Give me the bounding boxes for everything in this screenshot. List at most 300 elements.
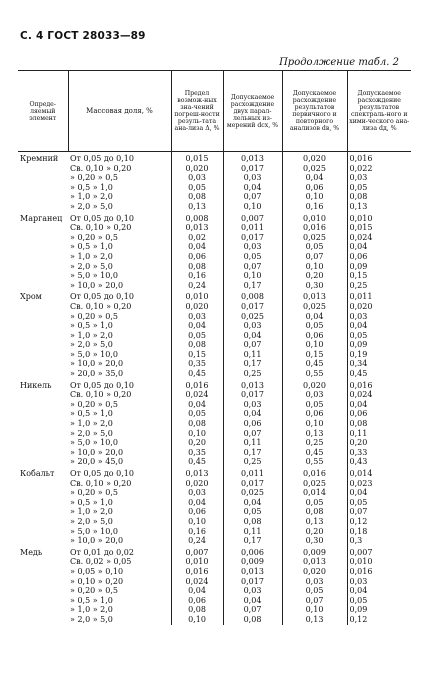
mass-fraction-cell: » 5,0 » 10,0 [70, 271, 118, 281]
table-row [18, 557, 411, 567]
repeat-discrepancy-cell: 0,04 [282, 173, 347, 183]
table-row [18, 429, 411, 439]
repeat-discrepancy-cell: 0,20 [282, 527, 347, 537]
table-row [18, 536, 411, 546]
element-empty-cell [18, 321, 68, 331]
parallel-discrepancy-cell: 0,017 [223, 164, 282, 174]
mass-fraction-cell: » 1,0 » 2,0 [70, 419, 113, 429]
repeat-discrepancy-cell: 0,08 [282, 507, 347, 517]
error-limit-cell: 0,04 [171, 321, 223, 331]
spectral-discrepancy-cell: 0,09 [347, 605, 411, 615]
repeat-discrepancy-cell: 0,13 [282, 429, 347, 439]
error-limit-cell: 0,007 [171, 546, 223, 558]
parallel-discrepancy-cell: 0,07 [223, 340, 282, 350]
spectral-discrepancy-cell: 0,07 [347, 507, 411, 517]
error-limit-cell: 0,010 [171, 557, 223, 567]
repeat-discrepancy-cell: 0,06 [282, 183, 347, 193]
element-empty-cell [18, 527, 68, 537]
spectral-discrepancy-cell: 0,04 [347, 400, 411, 410]
repeat-discrepancy-cell: 0,010 [282, 212, 347, 224]
parallel-discrepancy-cell: 0,017 [223, 479, 282, 489]
element-empty-cell [18, 438, 68, 448]
table-row [18, 350, 411, 360]
repeat-discrepancy-cell: 0,014 [282, 488, 347, 498]
repeat-discrepancy-cell: 0,020 [282, 152, 347, 164]
repeat-discrepancy-cell: 0,07 [282, 252, 347, 262]
parallel-discrepancy-cell: 0,10 [223, 271, 282, 281]
mass-fraction-cell: » 0,10 » 0,20 [70, 576, 124, 586]
table-row [18, 192, 411, 202]
table-row [18, 212, 411, 224]
repeat-discrepancy-cell: 0,10 [282, 262, 347, 272]
table-row [18, 312, 411, 322]
repeat-discrepancy-cell: 0,07 [282, 596, 347, 606]
tolerance-table [18, 70, 411, 625]
element-empty-cell [18, 183, 68, 193]
mass-fraction-cell: От 0,01 до 0,02 [70, 547, 134, 557]
table-row [18, 467, 411, 479]
error-limit-cell: 0,013 [171, 223, 223, 233]
element-empty-cell [18, 271, 68, 281]
parallel-discrepancy-cell: 0,17 [223, 281, 282, 291]
element-empty-cell [18, 350, 68, 360]
element-empty-cell [18, 567, 68, 577]
table-row [18, 242, 411, 252]
error-limit-cell: 0,016 [171, 567, 223, 577]
table-header-row [18, 71, 411, 152]
element-empty-cell [18, 517, 68, 527]
repeat-discrepancy-cell: 0,45 [282, 448, 347, 458]
table-row [18, 262, 411, 272]
mass-fraction-cell: » 1,0 » 2,0 [70, 330, 113, 340]
mass-fraction-cell: » 0,20 » 0,5 [70, 399, 118, 409]
parallel-discrepancy-cell: 0,009 [223, 557, 282, 567]
mass-fraction-cell: Св. 0,02 » 0,05 [70, 557, 132, 567]
element-empty-cell [18, 577, 68, 587]
spectral-discrepancy-cell: 0,33 [347, 448, 411, 458]
table-row [18, 281, 411, 291]
error-limit-cell: 0,45 [171, 457, 223, 467]
element-empty-cell [18, 586, 68, 596]
parallel-discrepancy-cell: 0,03 [223, 400, 282, 410]
repeat-discrepancy-cell: 0,025 [282, 233, 347, 243]
error-limit-cell: 0,008 [171, 212, 223, 224]
table-row [18, 577, 411, 587]
table-row [18, 290, 411, 302]
column-header-spectral-chemical-discrepancy: Допускаемое расхождение результатов спектраль-ного и хими-ческого ана-лиза dд, % [347, 71, 411, 152]
error-limit-cell: 0,15 [171, 350, 223, 360]
parallel-discrepancy-cell: 0,07 [223, 192, 282, 202]
mass-fraction-cell: » 2,0 » 5,0 [70, 340, 113, 350]
table-row [18, 586, 411, 596]
spectral-discrepancy-cell: 0,024 [347, 390, 411, 400]
element-empty-cell [18, 536, 68, 546]
element-name-cell: Никель [20, 380, 52, 390]
table-row [18, 567, 411, 577]
table-row [18, 359, 411, 369]
mass-fraction-cell: Св. 0,10 » 0,20 [70, 478, 132, 488]
error-limit-cell: 0,16 [171, 527, 223, 537]
error-limit-cell: 0,02 [171, 233, 223, 243]
parallel-discrepancy-cell: 0,017 [223, 302, 282, 312]
mass-fraction-cell: » 1,0 » 2,0 [70, 251, 113, 261]
repeat-discrepancy-cell: 0,016 [282, 223, 347, 233]
repeat-discrepancy-cell: 0,20 [282, 271, 347, 281]
parallel-discrepancy-cell: 0,04 [223, 331, 282, 341]
spectral-discrepancy-cell: 0,45 [347, 369, 411, 379]
error-limit-cell: 0,020 [171, 479, 223, 489]
element-empty-cell [18, 312, 68, 322]
spectral-discrepancy-cell: 0,13 [347, 202, 411, 212]
repeat-discrepancy-cell: 0,020 [282, 567, 347, 577]
parallel-discrepancy-cell: 0,03 [223, 586, 282, 596]
table-row [18, 409, 411, 419]
parallel-discrepancy-cell: 0,07 [223, 262, 282, 272]
error-limit-cell: 0,06 [171, 596, 223, 606]
table-row [18, 369, 411, 379]
table-row [18, 152, 411, 164]
error-limit-cell: 0,10 [171, 615, 223, 625]
repeat-discrepancy-cell: 0,05 [282, 400, 347, 410]
element-empty-cell [18, 242, 68, 252]
mass-fraction-cell: » 0,5 » 1,0 [70, 242, 113, 252]
repeat-discrepancy-cell: 0,13 [282, 615, 347, 625]
mass-fraction-cell: » 0,20 » 0,5 [70, 232, 118, 242]
table-row [18, 331, 411, 341]
parallel-discrepancy-cell: 0,08 [223, 517, 282, 527]
mass-fraction-cell: От 0,05 до 0,10 [70, 154, 134, 163]
spectral-discrepancy-cell: 0,43 [347, 457, 411, 467]
element-empty-cell [18, 223, 68, 233]
spectral-discrepancy-cell: 0,05 [347, 331, 411, 341]
repeat-discrepancy-cell: 0,30 [282, 281, 347, 291]
parallel-discrepancy-cell: 0,04 [223, 596, 282, 606]
table-row [18, 507, 411, 517]
error-limit-cell: 0,024 [171, 577, 223, 587]
mass-fraction-cell: » 0,20 » 0,5 [70, 173, 118, 183]
element-empty-cell [18, 233, 68, 243]
error-limit-cell: 0,016 [171, 379, 223, 391]
table-row [18, 498, 411, 508]
spectral-discrepancy-cell: 0,022 [347, 164, 411, 174]
element-empty-cell [18, 369, 68, 379]
parallel-discrepancy-cell: 0,07 [223, 429, 282, 439]
spectral-discrepancy-cell: 0,016 [347, 379, 411, 391]
repeat-discrepancy-cell: 0,05 [282, 586, 347, 596]
table-row [18, 438, 411, 448]
element-name-cell: Хром [20, 292, 42, 302]
table-row [18, 546, 411, 558]
element-name-cell: Марганец [20, 213, 63, 223]
parallel-discrepancy-cell: 0,008 [223, 290, 282, 302]
spectral-discrepancy-cell: 0,12 [347, 615, 411, 625]
element-empty-cell [18, 202, 68, 212]
parallel-discrepancy-cell: 0,08 [223, 615, 282, 625]
table-row [18, 448, 411, 458]
element-empty-cell [18, 252, 68, 262]
table-row [18, 202, 411, 212]
spectral-discrepancy-cell: 0,024 [347, 233, 411, 243]
table-row [18, 517, 411, 527]
parallel-discrepancy-cell: 0,04 [223, 498, 282, 508]
mass-fraction-cell: От 0,05 до 0,10 [70, 380, 134, 390]
mass-fraction-cell: » 1,0 » 2,0 [70, 605, 113, 615]
element-empty-cell [18, 331, 68, 341]
element-empty-cell [18, 409, 68, 419]
spectral-discrepancy-cell: 0,25 [347, 281, 411, 291]
mass-fraction-cell: » 20,0 » 35,0 [70, 369, 124, 379]
error-limit-cell: 0,08 [171, 262, 223, 272]
parallel-discrepancy-cell: 0,03 [223, 321, 282, 331]
error-limit-cell: 0,08 [171, 605, 223, 615]
parallel-discrepancy-cell: 0,05 [223, 507, 282, 517]
spectral-discrepancy-cell: 0,08 [347, 192, 411, 202]
element-empty-cell [18, 605, 68, 615]
mass-fraction-cell: » 0,20 » 0,5 [70, 488, 118, 498]
parallel-discrepancy-cell: 0,006 [223, 546, 282, 558]
repeat-discrepancy-cell: 0,016 [282, 467, 347, 479]
error-limit-cell: 0,35 [171, 359, 223, 369]
table-row [18, 400, 411, 410]
table-row [18, 479, 411, 489]
element-empty-cell [18, 488, 68, 498]
repeat-discrepancy-cell: 0,03 [282, 577, 347, 587]
table-row [18, 605, 411, 615]
element-empty-cell [18, 302, 68, 312]
parallel-discrepancy-cell: 0,07 [223, 605, 282, 615]
column-header-element: Опреде-ляемый элемент [18, 71, 68, 152]
repeat-discrepancy-cell: 0,05 [282, 321, 347, 331]
error-limit-cell: 0,16 [171, 271, 223, 281]
column-header-repeat-discrepancy: Допускаемое расхождение результатов первичного и повторного анализов dв, % [282, 71, 347, 152]
table-row [18, 233, 411, 243]
page-header: С. 4 ГОСТ 28033—89 [20, 30, 146, 42]
error-limit-cell: 0,24 [171, 281, 223, 291]
mass-fraction-cell: » 0,5 » 1,0 [70, 182, 113, 192]
parallel-discrepancy-cell: 0,011 [223, 223, 282, 233]
column-header-error-limit: Предел возмож-ных зна-чений погреш-ности резуль-тата ана-лиза Δ, % [171, 71, 223, 152]
repeat-discrepancy-cell: 0,10 [282, 340, 347, 350]
mass-fraction-cell: » 2,0 » 5,0 [70, 614, 113, 624]
element-empty-cell [18, 390, 68, 400]
repeat-discrepancy-cell: 0,05 [282, 498, 347, 508]
mass-fraction-cell: » 10,0 » 20,0 [70, 280, 124, 290]
mass-fraction-cell: » 1,0 » 2,0 [70, 507, 113, 517]
element-name-cell: Кремний [20, 154, 59, 163]
mass-fraction-cell: » 2,0 » 5,0 [70, 516, 113, 526]
table-row [18, 340, 411, 350]
error-limit-cell: 0,08 [171, 340, 223, 350]
parallel-discrepancy-cell: 0,03 [223, 242, 282, 252]
repeat-discrepancy-cell: 0,55 [282, 457, 347, 467]
parallel-discrepancy-cell: 0,17 [223, 359, 282, 369]
error-limit-cell: 0,04 [171, 498, 223, 508]
repeat-discrepancy-cell: 0,03 [282, 390, 347, 400]
parallel-discrepancy-cell: 0,007 [223, 212, 282, 224]
element-empty-cell [18, 479, 68, 489]
repeat-discrepancy-cell: 0,06 [282, 331, 347, 341]
error-limit-cell: 0,03 [171, 488, 223, 498]
spectral-discrepancy-cell: 0,05 [347, 498, 411, 508]
element-empty-cell [18, 419, 68, 429]
element-empty-cell [18, 498, 68, 508]
error-limit-cell: 0,06 [171, 252, 223, 262]
repeat-discrepancy-cell: 0,04 [282, 312, 347, 322]
element-empty-cell [18, 448, 68, 458]
repeat-discrepancy-cell: 0,45 [282, 359, 347, 369]
spectral-discrepancy-cell: 0,06 [347, 252, 411, 262]
mass-fraction-cell: От 0,05 до 0,10 [70, 213, 134, 223]
table-row [18, 419, 411, 429]
table-row [18, 596, 411, 606]
mass-fraction-cell: » 0,5 » 1,0 [70, 409, 113, 419]
spectral-discrepancy-cell: 0,011 [347, 290, 411, 302]
repeat-discrepancy-cell: 0,13 [282, 517, 347, 527]
spectral-discrepancy-cell: 0,19 [347, 350, 411, 360]
parallel-discrepancy-cell: 0,05 [223, 252, 282, 262]
element-empty-cell [18, 359, 68, 369]
error-limit-cell: 0,015 [171, 152, 223, 164]
table-row [18, 321, 411, 331]
repeat-discrepancy-cell: 0,16 [282, 202, 347, 212]
mass-fraction-cell: Св. 0,10 » 0,20 [70, 223, 132, 233]
parallel-discrepancy-cell: 0,25 [223, 457, 282, 467]
error-limit-cell: 0,05 [171, 183, 223, 193]
repeat-discrepancy-cell: 0,009 [282, 546, 347, 558]
error-limit-cell: 0,10 [171, 429, 223, 439]
spectral-discrepancy-cell: 0,15 [347, 271, 411, 281]
spectral-discrepancy-cell: 0,03 [347, 577, 411, 587]
error-limit-cell: 0,020 [171, 302, 223, 312]
table-body [18, 152, 411, 625]
spectral-discrepancy-cell: 0,014 [347, 467, 411, 479]
mass-fraction-cell: » 0,20 » 0,5 [70, 311, 118, 321]
spectral-discrepancy-cell: 0,12 [347, 517, 411, 527]
spectral-discrepancy-cell: 0,023 [347, 479, 411, 489]
mass-fraction-cell: » 0,05 » 0,10 [70, 566, 124, 576]
parallel-discrepancy-cell: 0,11 [223, 350, 282, 360]
parallel-discrepancy-cell: 0,03 [223, 173, 282, 183]
error-limit-cell: 0,05 [171, 409, 223, 419]
spectral-discrepancy-cell: 0,015 [347, 223, 411, 233]
element-empty-cell [18, 281, 68, 291]
repeat-discrepancy-cell: 0,025 [282, 302, 347, 312]
mass-fraction-cell: » 10,0 » 20,0 [70, 536, 124, 546]
table-row [18, 252, 411, 262]
table-row [18, 457, 411, 467]
error-limit-cell: 0,03 [171, 312, 223, 322]
table-row [18, 223, 411, 233]
element-empty-cell [18, 457, 68, 467]
spectral-discrepancy-cell: 0,04 [347, 488, 411, 498]
element-name-cell: Медь [20, 547, 43, 557]
mass-fraction-cell: » 0,20 » 0,5 [70, 586, 118, 596]
spectral-discrepancy-cell: 0,03 [347, 173, 411, 183]
parallel-discrepancy-cell: 0,17 [223, 536, 282, 546]
column-header-mass-fraction: Массовая доля, % [68, 71, 171, 152]
parallel-discrepancy-cell: 0,06 [223, 419, 282, 429]
parallel-discrepancy-cell: 0,11 [223, 527, 282, 537]
mass-fraction-cell: Св. 0,10 » 0,20 [70, 390, 132, 400]
parallel-discrepancy-cell: 0,17 [223, 448, 282, 458]
mass-fraction-cell: » 20,0 » 45,0 [70, 457, 124, 467]
spectral-discrepancy-cell: 0,04 [347, 321, 411, 331]
table-row [18, 183, 411, 193]
repeat-discrepancy-cell: 0,05 [282, 242, 347, 252]
error-limit-cell: 0,08 [171, 192, 223, 202]
error-limit-cell: 0,35 [171, 448, 223, 458]
mass-fraction-cell: » 10,0 » 20,0 [70, 359, 124, 369]
parallel-discrepancy-cell: 0,013 [223, 152, 282, 164]
element-empty-cell [18, 173, 68, 183]
repeat-discrepancy-cell: 0,06 [282, 409, 347, 419]
element-empty-cell [18, 596, 68, 606]
parallel-discrepancy-cell: 0,04 [223, 409, 282, 419]
table-row [18, 173, 411, 183]
element-name-cell: Кобальт [20, 469, 55, 478]
spectral-discrepancy-cell: 0,016 [347, 152, 411, 164]
repeat-discrepancy-cell: 0,15 [282, 350, 347, 360]
parallel-discrepancy-cell: 0,011 [223, 467, 282, 479]
error-limit-cell: 0,04 [171, 586, 223, 596]
parallel-discrepancy-cell: 0,10 [223, 202, 282, 212]
mass-fraction-cell: От 0,05 до 0,10 [70, 292, 134, 302]
mass-fraction-cell: От 0,05 до 0,10 [70, 469, 134, 478]
spectral-discrepancy-cell: 0,020 [347, 302, 411, 312]
spectral-discrepancy-cell: 0,34 [347, 359, 411, 369]
parallel-discrepancy-cell: 0,025 [223, 488, 282, 498]
parallel-discrepancy-cell: 0,017 [223, 233, 282, 243]
spectral-discrepancy-cell: 0,09 [347, 262, 411, 272]
mass-fraction-cell: » 10,0 » 20,0 [70, 447, 124, 457]
spectral-discrepancy-cell: 0,06 [347, 409, 411, 419]
error-limit-cell: 0,024 [171, 390, 223, 400]
mass-fraction-cell: » 2,0 » 5,0 [70, 261, 113, 271]
spectral-discrepancy-cell: 0,05 [347, 596, 411, 606]
column-header-parallel-discrepancy: Допускаемое расхождение двух парал-лельных из-мерений dсх, % [223, 71, 282, 152]
repeat-discrepancy-cell: 0,020 [282, 379, 347, 391]
spectral-discrepancy-cell: 0,016 [347, 567, 411, 577]
parallel-discrepancy-cell: 0,25 [223, 369, 282, 379]
error-limit-cell: 0,05 [171, 331, 223, 341]
table-row [18, 527, 411, 537]
mass-fraction-cell: » 0,5 » 1,0 [70, 595, 113, 605]
error-limit-cell: 0,013 [171, 467, 223, 479]
repeat-discrepancy-cell: 0,10 [282, 605, 347, 615]
error-limit-cell: 0,06 [171, 507, 223, 517]
repeat-discrepancy-cell: 0,025 [282, 479, 347, 489]
repeat-discrepancy-cell: 0,025 [282, 164, 347, 174]
table-row [18, 390, 411, 400]
error-limit-cell: 0,020 [171, 164, 223, 174]
spectral-discrepancy-cell: 0,3 [347, 536, 411, 546]
mass-fraction-cell: » 5,0 » 10,0 [70, 438, 118, 448]
element-empty-cell [18, 557, 68, 567]
element-empty-cell [18, 192, 68, 202]
element-empty-cell [18, 262, 68, 272]
element-empty-cell [18, 400, 68, 410]
parallel-discrepancy-cell: 0,017 [223, 390, 282, 400]
table-row [18, 615, 411, 625]
parallel-discrepancy-cell: 0,04 [223, 183, 282, 193]
mass-fraction-cell: » 1,0 » 2,0 [70, 192, 113, 202]
repeat-discrepancy-cell: 0,10 [282, 192, 347, 202]
error-limit-cell: 0,24 [171, 536, 223, 546]
error-limit-cell: 0,010 [171, 290, 223, 302]
spectral-discrepancy-cell: 0,007 [347, 546, 411, 558]
table-continuation-label: Продолжение табл. 2 [279, 57, 399, 68]
spectral-discrepancy-cell: 0,010 [347, 212, 411, 224]
